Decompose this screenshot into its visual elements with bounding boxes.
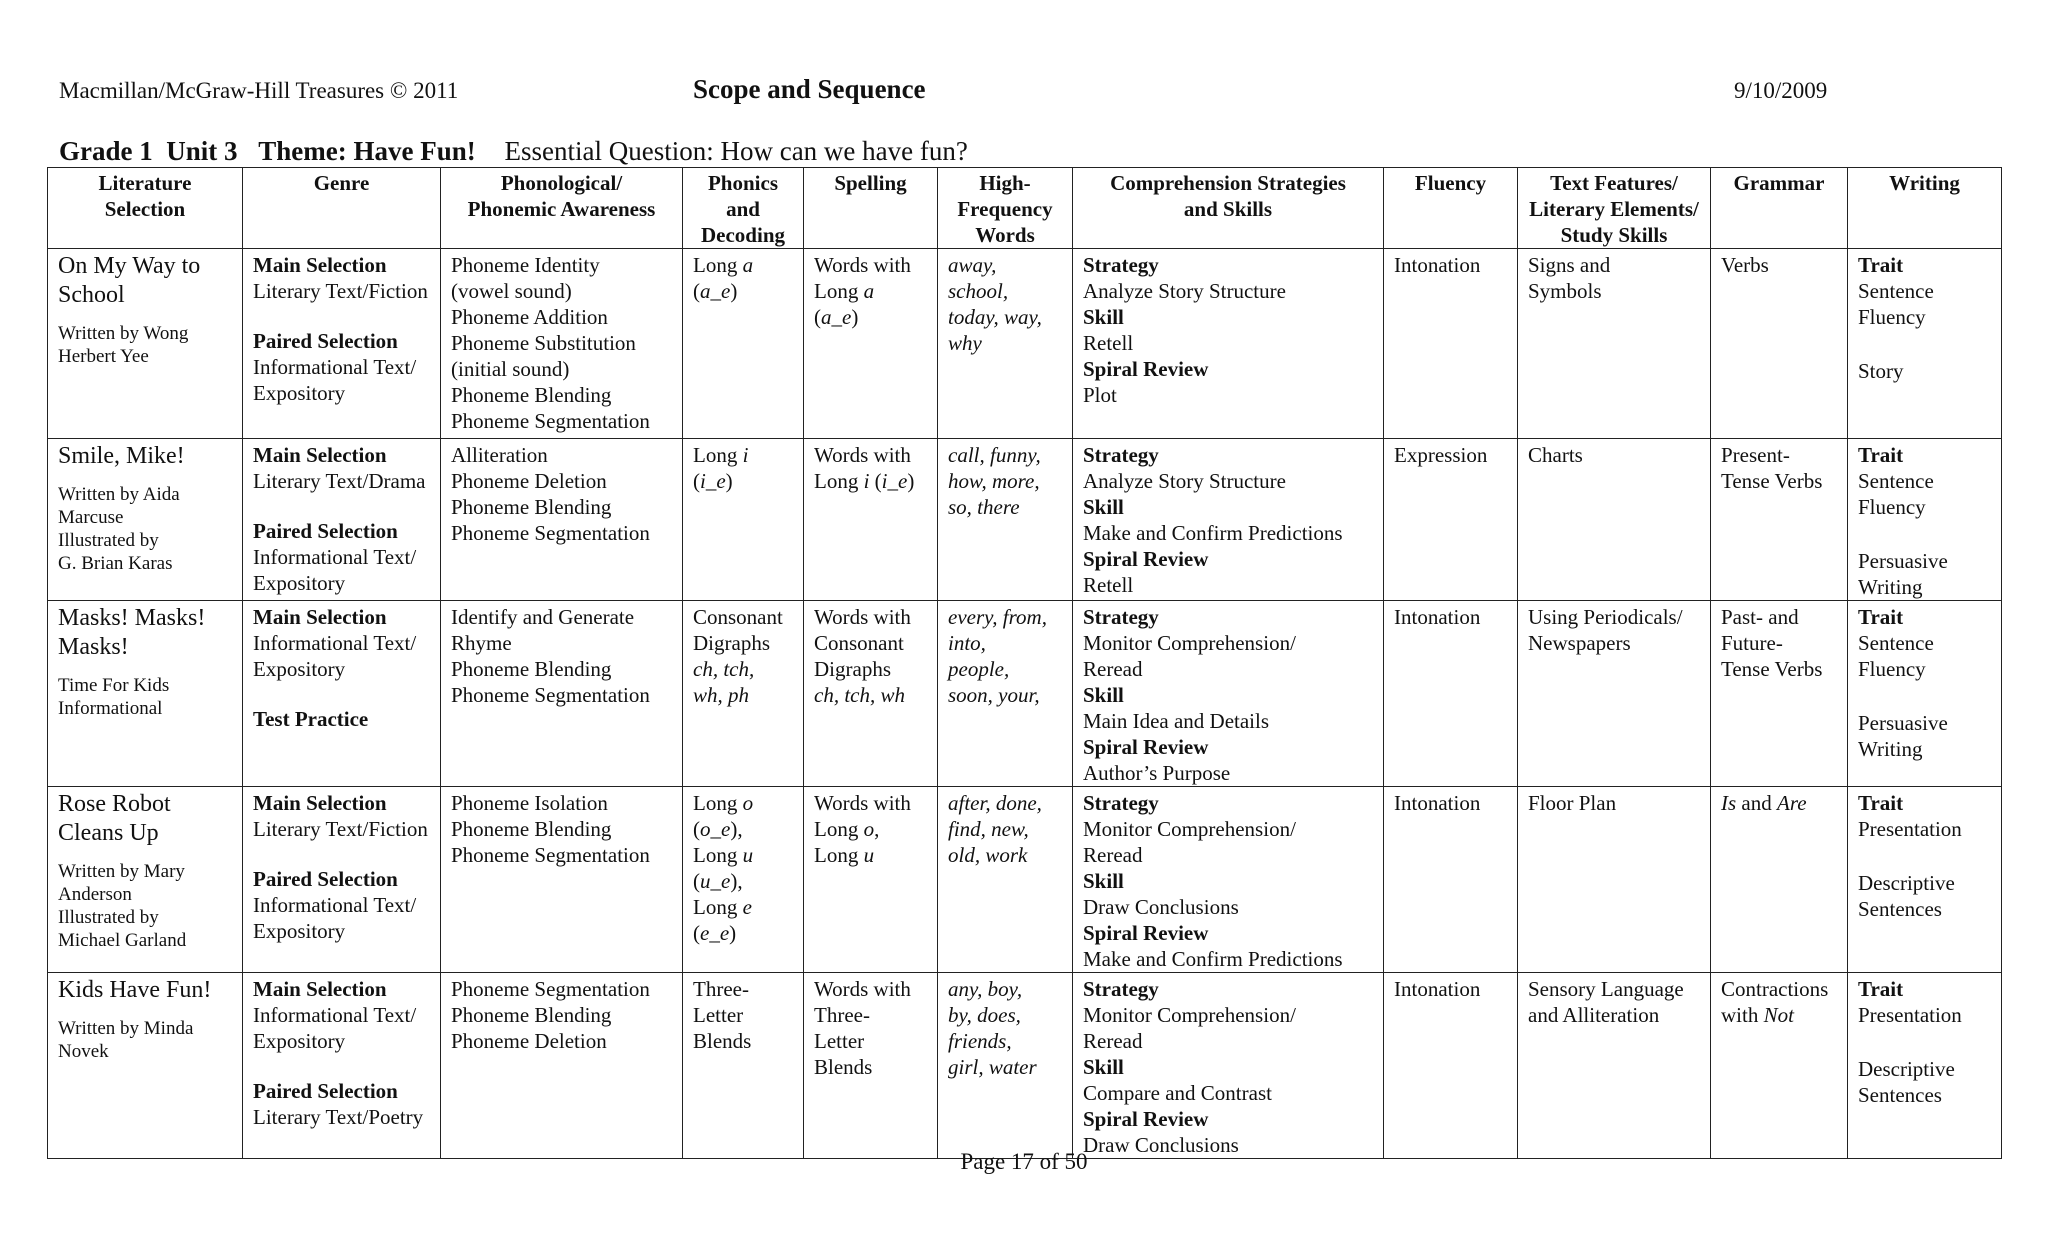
table-row	[48, 439, 2002, 601]
text-features-cell: Charts	[1518, 439, 1711, 601]
grammar-cell: Contractions with Not	[1711, 973, 1848, 1159]
table-row	[48, 973, 2002, 1159]
writing-cell: Trait Presentation Descriptive Sentences	[1848, 973, 2002, 1159]
hfw-cell: away, school, today, way, why	[938, 249, 1073, 439]
phonological-cell: Phoneme Segmentation Phoneme Blending Phoneme Deletion	[441, 973, 683, 1159]
fluency-cell: Intonation	[1384, 787, 1518, 973]
col-header-genre: Genre	[243, 168, 441, 249]
phonics-cell: Long i (i_e)	[683, 439, 804, 601]
hfw-cell: every, from, into, people, soon, your,	[938, 601, 1073, 787]
comprehension-cell: Strategy Analyze Story Structure Skill Retell Spiral Review Plot	[1073, 249, 1384, 439]
comprehension-cell: Strategy Analyze Story Structure Skill Make and Confirm Predictions Spiral Review Retell	[1073, 439, 1384, 601]
genre-cell: Main Selection Literary Text/Fiction Paired Selection Informational Text/ Expository	[243, 787, 441, 973]
unit-theme-line	[59, 136, 968, 166]
literature-cell: On My Way to School Written by Wong Herbert Yee	[48, 249, 243, 439]
fluency-cell: Expression	[1384, 439, 1518, 601]
literature-cell: Smile, Mike! Written by Aida Marcuse Illustrated by G. Brian Karas	[48, 439, 243, 601]
phonological-cell: Identify and Generate Rhyme Phoneme Blending Phoneme Segmentation	[441, 601, 683, 787]
writing-cell: Trait Sentence Fluency Persuasive Writing	[1848, 439, 2002, 601]
grammar-cell: Present- Tense Verbs	[1711, 439, 1848, 601]
literature-cell: Rose Robot Cleans Up Written by Mary Anderson Illustrated by Michael Garland	[48, 787, 243, 973]
col-header-phonological: Phonological/ Phonemic Awareness	[441, 168, 683, 249]
genre-cell: Main Selection Literary Text/Drama Paired Selection Informational Text/ Expository	[243, 439, 441, 601]
col-header-spelling: Spelling	[804, 168, 938, 249]
table-header-row	[48, 168, 2002, 249]
spelling-cell: Words with Long i (i_e)	[804, 439, 938, 601]
fluency-cell: Intonation	[1384, 601, 1518, 787]
text-features-cell: Sensory Language and Alliteration	[1518, 973, 1711, 1159]
col-header-text-features: Text Features/ Literary Elements/ Study Skills	[1518, 168, 1711, 249]
essential-question: Essential Question: How can we have fun?	[504, 136, 968, 166]
table-row	[48, 249, 2002, 439]
theme-label: Theme: Have Fun!	[258, 136, 476, 166]
phonological-cell: Phoneme Identity (vowel sound) Phoneme Addition Phoneme Substitution (initial sound) Phoneme Blending Phoneme Segmentation	[441, 249, 683, 439]
table-row	[48, 787, 2002, 973]
phonics-cell: Long a (a_e)	[683, 249, 804, 439]
text-features-cell: Floor Plan	[1518, 787, 1711, 973]
table-row	[48, 601, 2002, 787]
hfw-cell: any, boy, by, does, friends, girl, water	[938, 973, 1073, 1159]
phonics-cell: Long o (o_e), Long u (u_e), Long e (e_e)	[683, 787, 804, 973]
col-header-phonics: Phonics and Decoding	[683, 168, 804, 249]
literature-cell: Masks! Masks! Masks! Time For Kids Informational	[48, 601, 243, 787]
scope-sequence-table	[47, 167, 2002, 1159]
spelling-cell: Words with Long o, Long u	[804, 787, 938, 973]
spelling-cell: Words with Consonant Digraphs ch, tch, wh	[804, 601, 938, 787]
comprehension-cell: Strategy Monitor Comprehension/ Reread Skill Main Idea and Details Spiral Review Author’s Purpose	[1073, 601, 1384, 787]
fluency-cell: Intonation	[1384, 973, 1518, 1159]
comprehension-cell: Strategy Monitor Comprehension/ Reread Skill Draw Conclusions Spiral Review Make and Confirm Predictions	[1073, 787, 1384, 973]
grammar-cell: Verbs	[1711, 249, 1848, 439]
hfw-cell: call, funny, how, more, so, there	[938, 439, 1073, 601]
phonological-cell: Phoneme Isolation Phoneme Blending Phoneme Segmentation	[441, 787, 683, 973]
page-title: Scope and Sequence	[693, 74, 926, 104]
grade-unit-label: Grade 1 Unit 3	[59, 136, 238, 166]
col-header-writing: Writing	[1848, 168, 2002, 249]
genre-cell: Main Selection Informational Text/ Expository Test Practice	[243, 601, 441, 787]
literature-cell: Kids Have Fun! Written by Minda Novek	[48, 973, 243, 1159]
page-number: Page 17 of 50	[960, 1149, 1088, 1174]
writing-cell: Trait Sentence Fluency Persuasive Writing	[1848, 601, 2002, 787]
text-features-cell: Signs and Symbols	[1518, 249, 1711, 439]
text-features-cell: Using Periodicals/ Newspapers	[1518, 601, 1711, 787]
phonics-cell: Three- Letter Blends	[683, 973, 804, 1159]
publisher-label: Macmillan/McGraw-Hill Treasures © 2011	[59, 78, 459, 103]
grammar-cell: Past- and Future- Tense Verbs	[1711, 601, 1848, 787]
document-date: 9/10/2009	[1734, 78, 1828, 103]
hfw-cell: after, done, find, new, old, work	[938, 787, 1073, 973]
comprehension-cell: Strategy Monitor Comprehension/ Reread Skill Compare and Contrast Spiral Review Draw Conclusions	[1073, 973, 1384, 1159]
genre-cell: Main Selection Informational Text/ Expository Paired Selection Literary Text/Poetry	[243, 973, 441, 1159]
genre-cell: Main Selection Literary Text/Fiction Paired Selection Informational Text/ Expository	[243, 249, 441, 439]
writing-cell: Trait Presentation Descriptive Sentences	[1848, 787, 2002, 973]
fluency-cell: Intonation	[1384, 249, 1518, 439]
spelling-cell: Words with Three- Letter Blends	[804, 973, 938, 1159]
spelling-cell: Words with Long a (a_e)	[804, 249, 938, 439]
writing-cell: Trait Sentence Fluency Story	[1848, 249, 2002, 439]
phonics-cell: Consonant Digraphs ch, tch, wh, ph	[683, 601, 804, 787]
phonological-cell: Alliteration Phoneme Deletion Phoneme Blending Phoneme Segmentation	[441, 439, 683, 601]
col-header-fluency: Fluency	[1384, 168, 1518, 249]
col-header-grammar: Grammar	[1711, 168, 1848, 249]
col-header-comprehension: Comprehension Strategies and Skills	[1073, 168, 1384, 249]
col-header-hfw: High- Frequency Words	[938, 168, 1073, 249]
grammar-cell: Is and Are	[1711, 787, 1848, 973]
col-header-literature: Literature Selection	[48, 168, 243, 249]
